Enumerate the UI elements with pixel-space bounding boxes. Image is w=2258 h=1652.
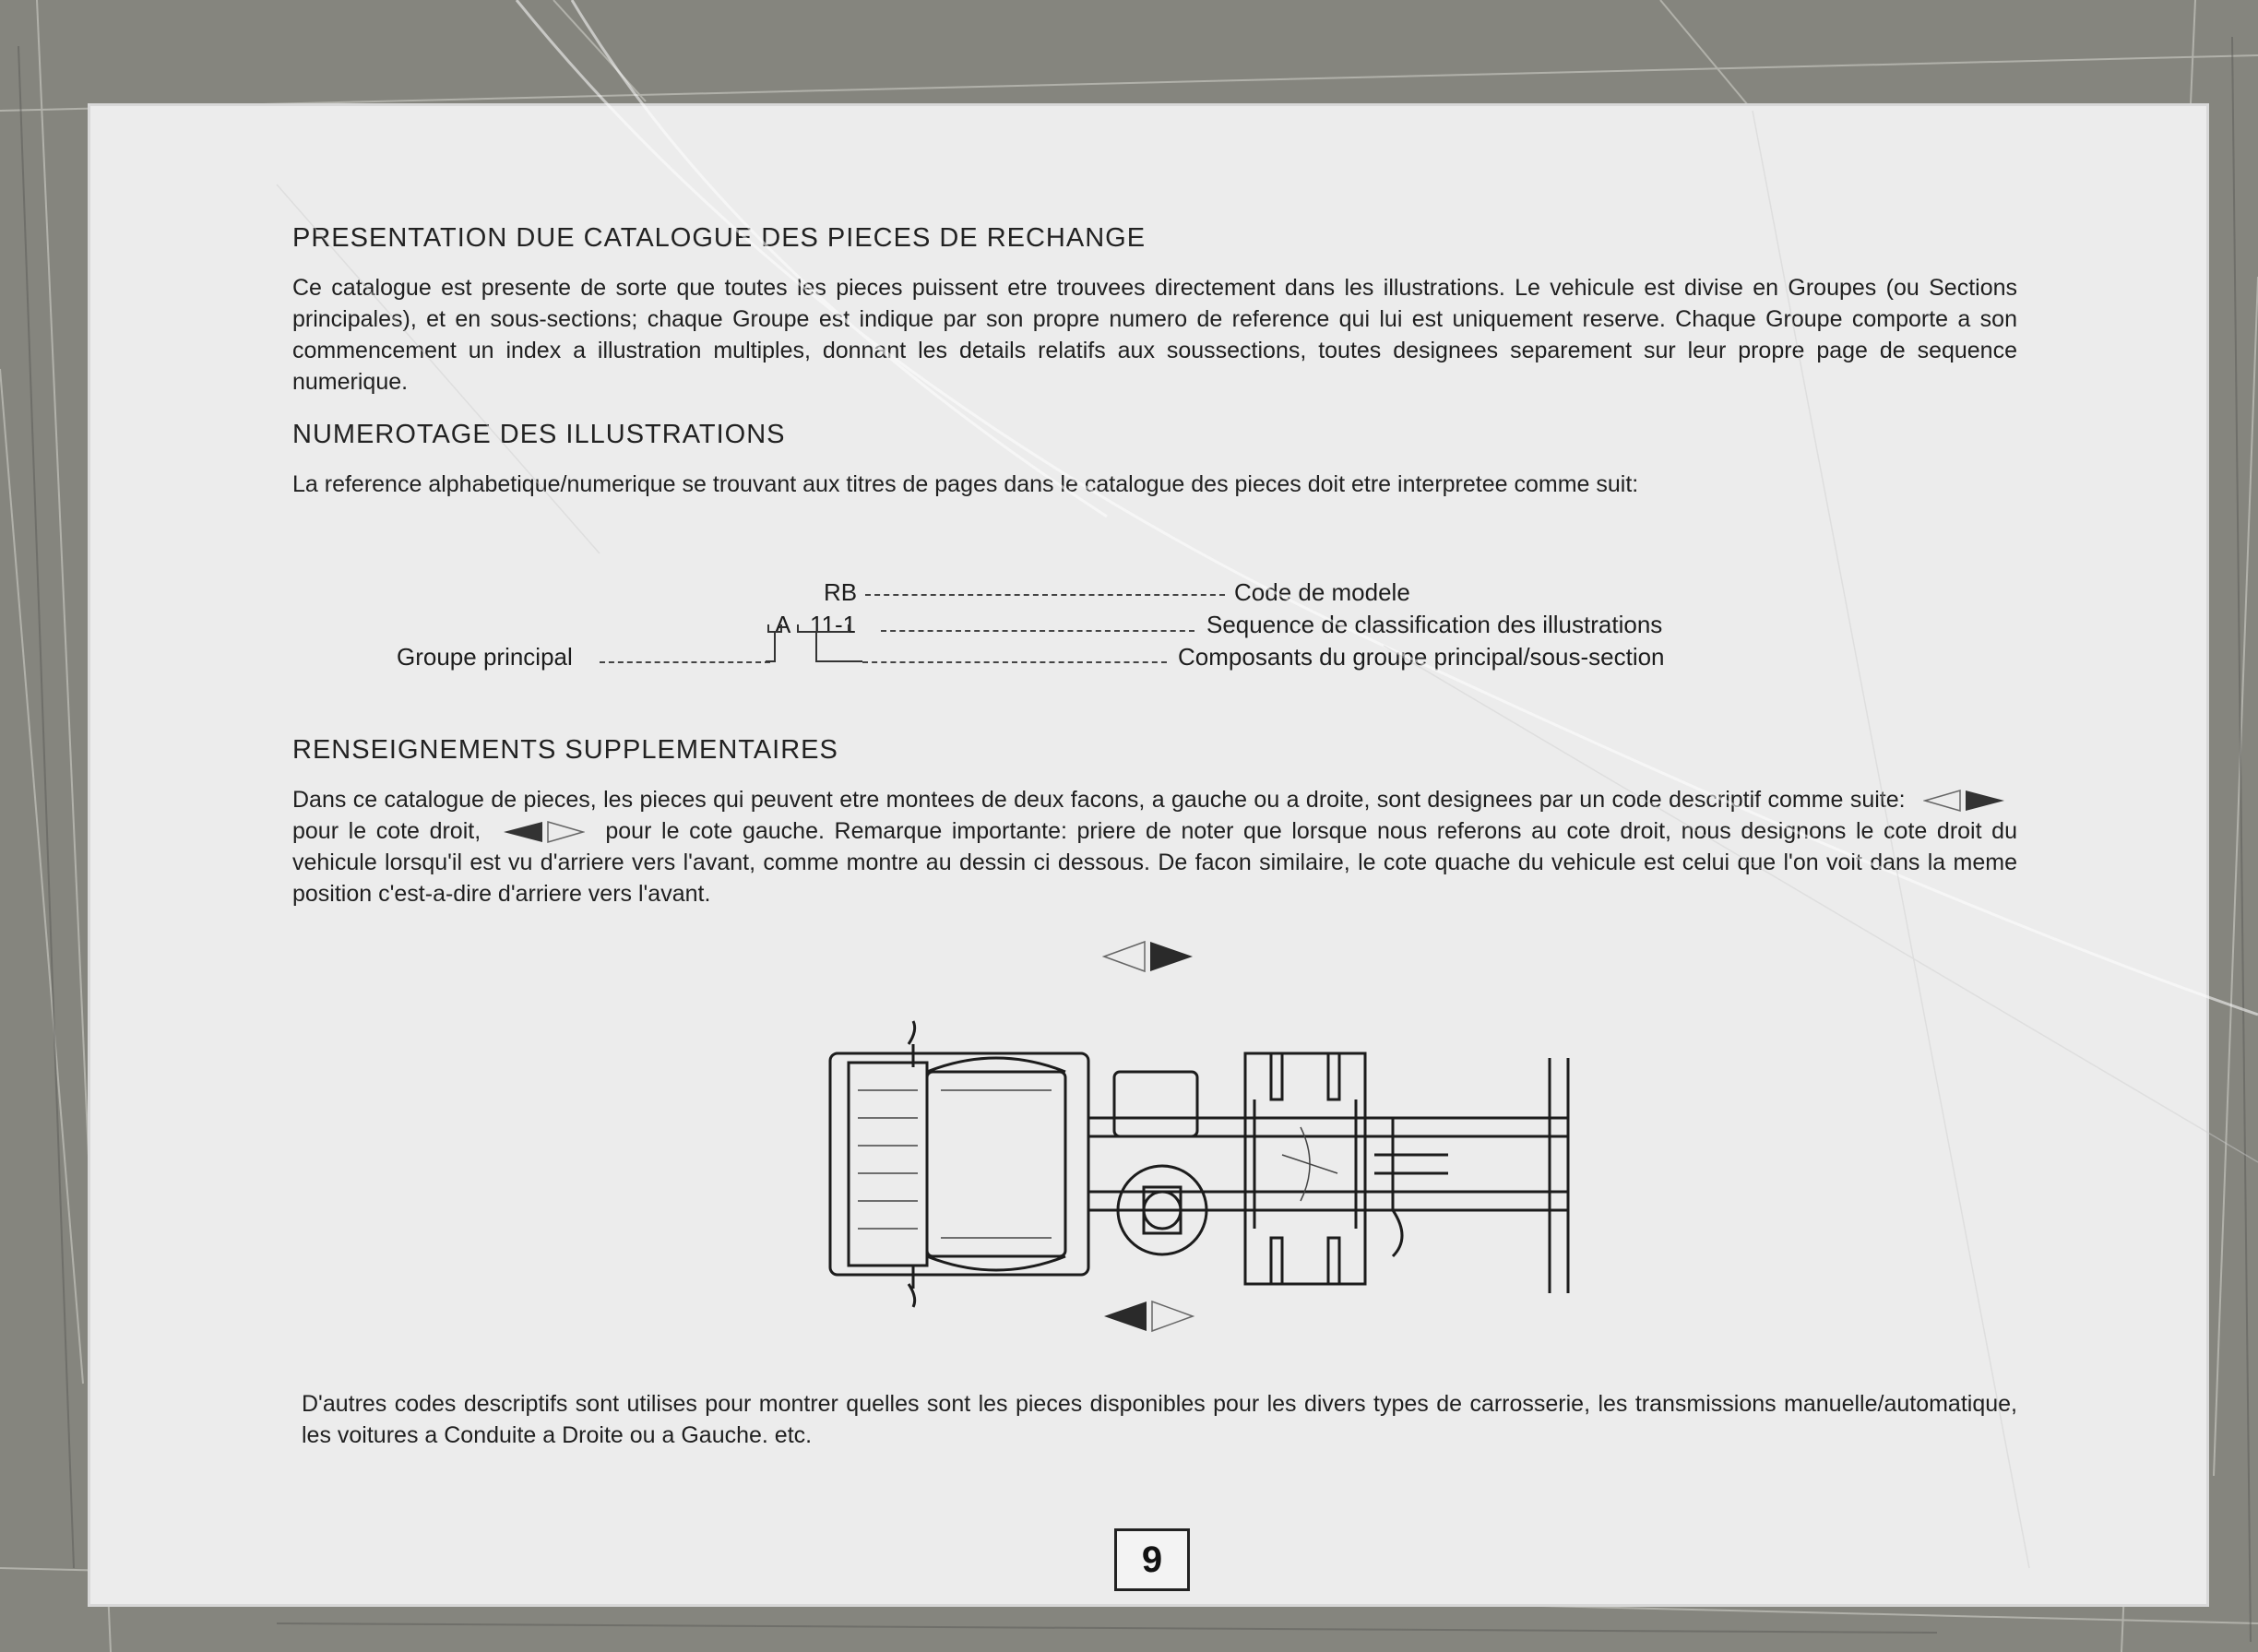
dash-leader xyxy=(862,661,1167,663)
left-side-arrow-icon xyxy=(1102,1298,1194,1335)
numerotage-heading: NUMEROTAGE DES ILLUSTRATIONS xyxy=(292,420,786,449)
truck-chassis-top-view-illustration xyxy=(821,989,1577,1385)
numerotage-paragraph: La reference alphabetique/numerique se trouvant aux titres de pages dans le catalogue des pieces doit etre interpretee comme suit: xyxy=(292,471,1639,497)
right-side-arrow-icon xyxy=(1102,938,1194,975)
sequence-number: 11-1 xyxy=(810,611,857,638)
sequence-label: Sequence de classification des illustrations xyxy=(1206,611,1663,638)
renseignements-text-3: pour le cote gauche. Remarque importante: priere de noter que lorsque nous referons au cote droit, nous designons le cote droit du vehicule lorsqu'il est vu d'arriere vers l'avant, comme montre au dessin ci dessous. De facon similaire, le cote quache du vehicule est celui que l'on voit dans la meme position c'est-a-dire d'arriere vers l'avant. xyxy=(292,818,2017,907)
catalogue-page xyxy=(88,103,2209,1607)
right-side-arrow-icon xyxy=(1923,789,2006,813)
left-side-arrow-icon xyxy=(502,820,585,844)
bracket-lines xyxy=(761,623,862,669)
dash-leader xyxy=(865,594,1225,596)
closing-paragraph: D'autres codes descriptifs sont utilises pour montrer quelles sont les pieces disponibles pour les divers types de carrosserie, les transmissions manuelle/automatique, les voitures a Conduite a Droite ou a Gauche. etc. xyxy=(302,1391,2017,1448)
presentation-heading: PRESENTATION DUE CATALOGUE DES PIECES DE RECHANGE xyxy=(292,223,1147,253)
group-letter: A xyxy=(775,611,791,638)
presentation-paragraph: Ce catalogue est presente de sorte que toutes les pieces puissent etre trouvees directement dans les illustrations. Le vehicule est divise en Groupes (ou Sections principales), et en sous-sections; chaque Groupe est indique par son propre numero de reference qui lui est uniquement reserve. Chaque Groupe comporte a son commencement un index a illustration multiples, donnant les details relatifs aux soussections, toutes designees separement sur leur propre page de sequence numerique. xyxy=(292,275,2017,395)
renseignements-text-1: Dans ce catalogue de pieces, les pieces qui peuvent etre montees de deux facons, a gauche ou a droite, sont designees par un code descriptif comme suite: xyxy=(292,787,1906,813)
dash-leader xyxy=(600,661,770,663)
model-code-label: Code de modele xyxy=(1234,578,1410,606)
renseignements-text-2: pour le cote droit, xyxy=(292,818,481,844)
page-number: 9 xyxy=(1114,1528,1190,1591)
group-label: Groupe principal xyxy=(397,643,573,671)
renseignements-heading: RENSEIGNEMENTS SUPPLEMENTAIRES xyxy=(292,735,838,765)
dash-leader xyxy=(881,630,1194,632)
renseignements-paragraph xyxy=(292,784,2017,909)
model-code: RB xyxy=(824,578,858,606)
components-label: Composants du groupe principal/sous-section xyxy=(1178,643,1665,671)
